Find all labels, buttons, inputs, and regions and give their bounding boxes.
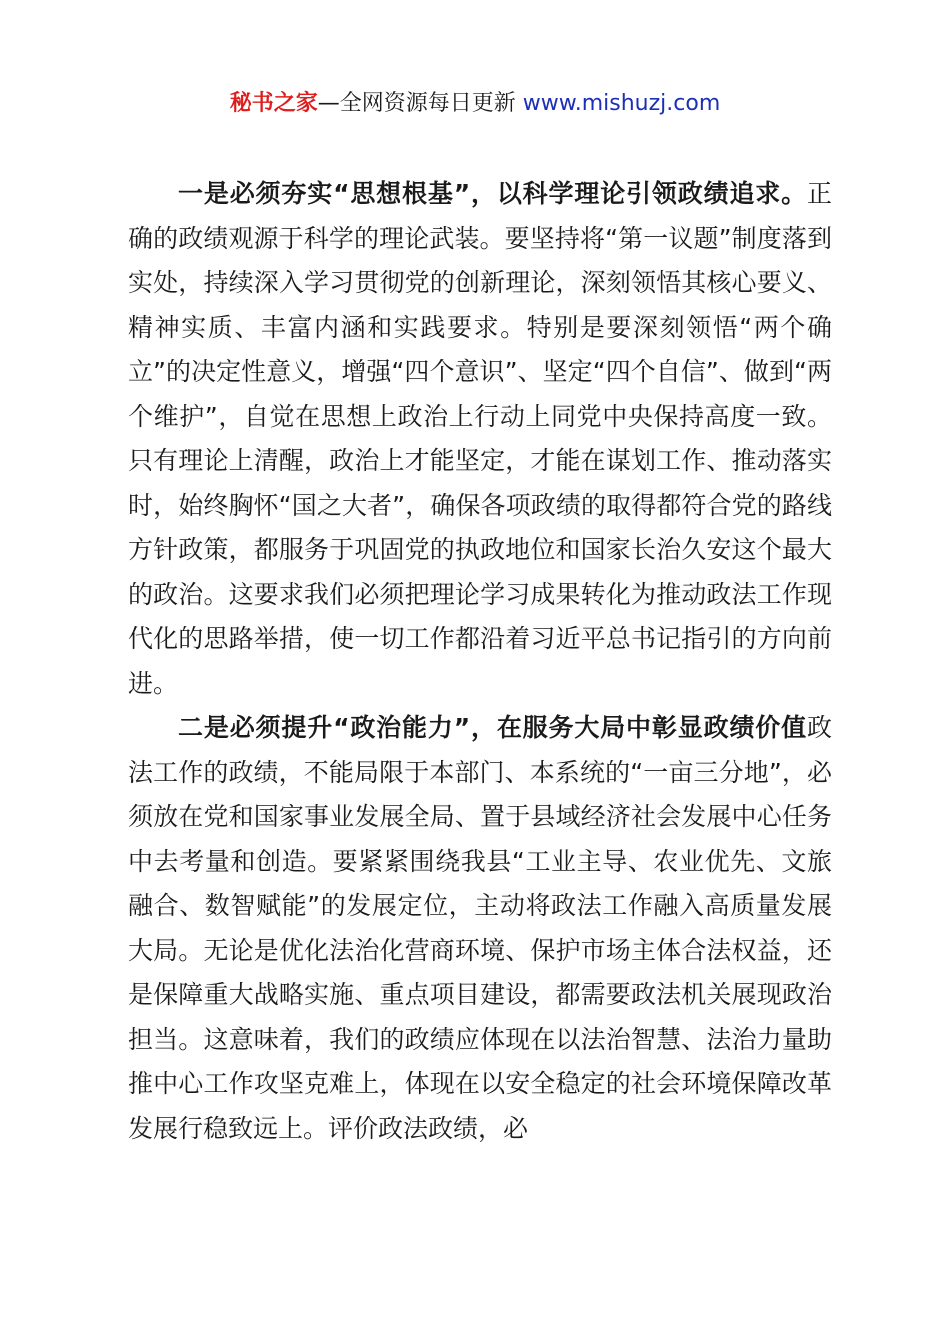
paragraph-2 [128,706,832,1151]
paragraph-1 [128,172,832,706]
paragraph-1-lead: 一是必须夯实“思想根基”，以科学理论引领政绩追求。 [178,179,807,208]
brand-name: 秘书之家 [229,91,318,116]
paragraph-1-body: 正确的政绩观源于科学的理论武装。要坚持将“第一议题”制度落到实处，持续深入学习贯彻党的创新理论，深刻领悟其核心要义、精神实质、丰富内涵和实践要求。特别是要深刻领悟“两个确立”的决定性意义，增强“四个意识”、坚定“四个自信”、做到“两个维护”，自觉在思想上政治上行动上同党中央保持高度一致。只有理论上清醒，政治上才能坚定，才能在谋划工作、推动落实时，始终胸怀“国之大者”，确保各项政绩的取得都符合党的路线方针政策，都服务于巩固党的执政地位和国家长治久安这个最大的政治。这要求我们必须把理论学习成果转化为推动政法工作现代化的思路举措，使一切工作都沿着习近平总书记指引的方向前进。 [128,179,832,698]
paragraph-2-lead: 二是必须提升“政治能力”，在服务大局中彰显政绩价值 [178,713,807,742]
document-body [128,172,832,1151]
header-tagline: —全网资源每日更新 [317,91,523,116]
site-header [0,88,950,120]
paragraph-2-body: 政法工作的政绩，不能局限于本部门、本系统的“一亩三分地”，必须放在党和国家事业发展全局、置于县域经济社会发展中心任务中去考量和创造。要紧紧围绕我县“工业主导、农业优先、文旅融合、数智赋能”的发展定位，主动将政法工作融入高质量发展大局。无论是优化法治化营商环境、保护市场主体合法权益，还是保障重大战略实施、重点项目建设，都需要政法机关展现政治担当。这意味着，我们的政绩应体现在以法治智慧、法治力量助推中心工作攻坚克难上，体现在以安全稳定的社会环境保障改革发展行稳致远上。评价政法政绩，必 [128,713,832,1143]
site-url-link[interactable]: www.mishuzj.com [522,91,721,116]
